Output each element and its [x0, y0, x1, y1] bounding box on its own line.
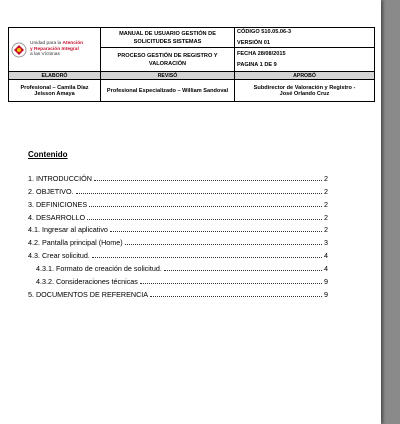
toc-entry[interactable] — [28, 209, 328, 222]
process-title: PROCESO GESTIÓN DE REGISTRO Y VALORACIÓN — [101, 48, 235, 72]
document-code: CÓDIGO 510.05.06-3 — [237, 29, 292, 35]
toc-entry-label: 5. DOCUMENTOS DE REFERENCIA — [28, 289, 149, 299]
aprobo-value — [235, 80, 375, 102]
toc-dot-leader — [164, 270, 322, 271]
toc-entry-label: 4. DESARROLLO — [28, 212, 86, 222]
document-page-number: PAGINA 1 DE 9 — [237, 62, 277, 68]
toc-entry-label: 1. INTRODUCCIÓN — [28, 173, 92, 183]
toc-entry[interactable] — [28, 170, 328, 183]
toc-entry[interactable] — [28, 286, 328, 299]
toc-entry-page: 2 — [324, 186, 328, 196]
toc-entry[interactable] — [28, 247, 328, 260]
toc-entry-label: 4.3. Crear solicitud. — [28, 251, 90, 261]
elaboro-value: Profesional – Camila Díaz Jeisson Amaya — [9, 80, 101, 102]
toc-entry-page: 4 — [324, 264, 328, 274]
toc-entry-page: 2 — [324, 212, 328, 222]
toc-entry-page: 2 — [324, 173, 328, 183]
toc-entry-label: 3. DEFINICIONES — [28, 199, 88, 209]
aprobo-label: APROBÓ — [235, 72, 375, 80]
toc-entry-label: 4.1. Ingresar al aplicativo — [28, 225, 108, 235]
manual-title: MANUAL DE USUARIO GESTIÓN DE SOLICITUDES SISTEMAS — [101, 28, 235, 48]
document-code-version — [235, 28, 375, 48]
toc-entry-label: 4.3.2. Consideraciones técnicas — [36, 277, 138, 287]
toc-dot-leader — [76, 193, 322, 194]
document-header-table — [8, 27, 375, 102]
toc-entry-page: 9 — [324, 277, 328, 287]
toc-entry[interactable] — [28, 222, 328, 235]
organization-logo — [11, 30, 98, 70]
reviso-label: REVISÓ — [101, 72, 235, 80]
toc-entry[interactable] — [28, 260, 328, 273]
logo-text: Unidad para la Atención y Reparación Integral a las Víctimas — [30, 41, 84, 58]
aprobo-name: José Orlando Cruz — [279, 90, 330, 97]
toc-dot-leader — [125, 244, 322, 245]
toc-entry-label: 4.3.1. Formato de creación de solicitud. — [36, 264, 162, 274]
toc-entry-page: 2 — [324, 225, 328, 235]
toc-dot-leader — [140, 283, 322, 284]
document-date: FECHA 28/08/2015 — [237, 51, 286, 57]
logo-cell — [9, 28, 101, 72]
toc-dot-leader — [87, 219, 322, 220]
toc-entry-page: 2 — [324, 199, 328, 209]
toc-entry-page: 9 — [324, 289, 328, 299]
aprobo-role: Subdirector de Valoración y Registro - — [253, 84, 356, 91]
toc-entry-page: 4 — [324, 251, 328, 261]
toc-dot-leader — [94, 180, 322, 181]
toc-dot-leader — [150, 296, 322, 297]
toc-entry[interactable] — [28, 273, 328, 286]
toc-entry-label: 4.2. Pantalla principal (Home) — [28, 238, 123, 248]
toc-entry[interactable] — [28, 183, 328, 196]
toc-dot-leader — [92, 257, 322, 258]
toc-dot-leader — [89, 206, 322, 207]
table-of-contents — [28, 170, 328, 299]
toc-entry[interactable] — [28, 234, 328, 247]
toc-dot-leader — [110, 231, 322, 232]
document-version: VERSIÓN 01 — [237, 40, 270, 46]
toc-title: Contenido — [28, 150, 68, 159]
document-date-page — [235, 48, 375, 72]
victims-unit-logo-icon — [11, 42, 27, 58]
toc-entry-page: 3 — [324, 238, 328, 248]
reviso-value: Profesional Especializado – William Sandoval — [101, 80, 235, 102]
toc-entry[interactable] — [28, 196, 328, 209]
toc-entry-label: 2. OBJETIVO. — [28, 186, 74, 196]
elaboro-label: ELABORÓ — [9, 72, 101, 80]
